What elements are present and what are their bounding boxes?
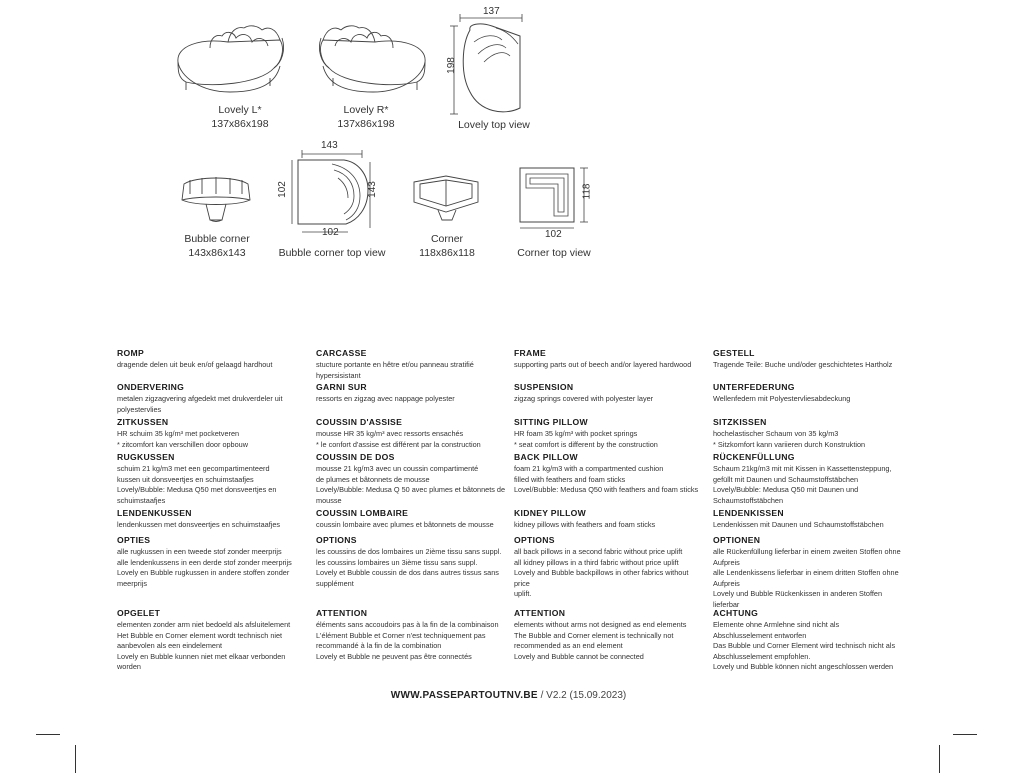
spec-section	[514, 608, 704, 662]
spec-line: polyestervlies	[117, 404, 162, 414]
crop-mark-right-v	[939, 745, 940, 773]
lovely-r-drawing	[313, 18, 433, 100]
spec-section	[514, 452, 704, 496]
spec-section	[117, 535, 307, 589]
spec-line: Lovely en Bubble kunnen niet met elkaar verbonden worden	[117, 651, 286, 671]
spec-line: coussin lombaire avec plumes et bâtonnets de mousse	[316, 520, 494, 529]
spec-heading: CARCASSE	[316, 348, 367, 358]
spec-line: all kidney pillows in a third fabric without price uplift	[514, 557, 679, 567]
spec-section	[117, 508, 307, 531]
spec-heading: SITTING PILLOW	[514, 417, 588, 427]
spec-line: Abschlusselement empfohlen.	[713, 651, 811, 661]
spec-section	[316, 382, 506, 405]
spec-line: lendenkussen met donsveertjes en schuimstaafjes	[117, 520, 281, 529]
spec-line: HR foam 35 kg/m³ with pocket springs	[514, 429, 638, 438]
spec-heading: SUSPENSION	[514, 382, 574, 392]
spec-line: all back pillows in a second fabric without price uplift	[514, 547, 683, 556]
spec-line: éléments sans accoudoirs pas à la fin de la combinaison	[316, 620, 499, 629]
spec-line: Lovely/Bubble: Medusa Q 50 avec plumes et bâtonnets de	[316, 485, 506, 494]
spec-heading: OPTIONS	[514, 535, 555, 545]
corner-drawing	[408, 172, 484, 228]
spec-section	[713, 348, 903, 371]
spec-section	[514, 508, 704, 531]
corner-top-height: 118	[581, 183, 593, 200]
corner-top-width: 102	[545, 229, 562, 240]
spec-heading: OPGELET	[117, 608, 161, 618]
spec-line: gefüllt mit Daunen und Schaumstoffstäbchen	[713, 474, 859, 484]
spec-line: stucture portante en hêtre et/ou panneau stratifié	[316, 360, 474, 369]
lovely-l-name: Lovely L*	[218, 104, 262, 116]
spec-section	[316, 608, 506, 662]
spec-heading: KIDNEY PILLOW	[514, 508, 587, 518]
spec-line: ressorts en zigzag avec nappage polyester	[316, 394, 455, 403]
footer-version: / V2.2 (15.09.2023)	[537, 690, 627, 701]
spec-heading: ONDERVERING	[117, 382, 185, 392]
spec-line: Lendenkissen mit Daunen und Schaumstoffstäbchen	[713, 520, 884, 529]
spec-line: alle rugkussen in een tweede stof zonder meerprijs	[117, 547, 282, 556]
spec-line: Das Bubble und Corner Element wird technisch nicht als	[713, 641, 896, 650]
lovely-r-name: Lovely R*	[343, 104, 389, 116]
spec-line: Lovely et Bubble ne peuvent pas être connectés	[316, 651, 472, 661]
spec-line: zigzag springs covered with polyester layer	[514, 394, 654, 403]
spec-line: Schaumstoffstäbchen	[713, 495, 784, 505]
spec-line: Het Bubble en Corner element wordt technisch niet	[117, 630, 283, 640]
spec-section	[117, 382, 307, 415]
spec-line: alle lendenkussens in een derde stof zonder meerprijs	[117, 557, 292, 567]
spec-section	[117, 348, 307, 371]
lovely-l-sketch	[170, 18, 290, 100]
spec-section	[713, 508, 903, 531]
crop-mark-right-h	[953, 734, 977, 735]
spec-line: Lovely/Bubble: Medusa Q50 mit Daunen und	[713, 485, 859, 494]
spec-heading: COUSSIN DE DOS	[316, 452, 395, 462]
spec-section	[316, 535, 506, 589]
spec-line: supplément	[316, 578, 354, 588]
lovely-r-sketch	[313, 18, 433, 100]
bubble-corner-name: Bubble corner	[184, 233, 250, 245]
spec-heading: LENDENKUSSEN	[117, 508, 192, 518]
spec-heading: FRAME	[514, 348, 547, 358]
spec-line: dragende delen uit beuk en/of gelaagd hardhout	[117, 360, 273, 369]
spec-line: Lovel/Bubble: Medusa Q50 with feathers and foam sticks	[514, 485, 699, 494]
spec-line: * seat comfort is different by the construction	[514, 439, 658, 449]
spec-line: HR schuim 35 kg/m³ met pocketveren	[117, 429, 240, 438]
spec-line: Elemente ohne Armlehne sind nicht als	[713, 620, 840, 629]
spec-heading: OPTIONEN	[713, 535, 761, 545]
spec-heading: ATTENTION	[514, 608, 566, 618]
spec-section	[117, 417, 307, 450]
spec-line: mousse 21 kg/m3 avec un coussin compartimenté	[316, 464, 479, 473]
spec-heading: SITZKISSEN	[713, 417, 767, 427]
corner-name: Corner	[430, 233, 464, 245]
spec-line: * zitcomfort kan verschillen door opbouw	[117, 439, 249, 449]
spec-section	[514, 382, 704, 405]
spec-section	[316, 508, 506, 531]
corner-top-view-name: Corner top view	[517, 247, 591, 259]
spec-line: Tragende Teile: Buche und/oder geschichtetes Hartholz	[713, 360, 893, 369]
spec-line: mousse HR 35 kg/m³ avec ressorts ensachés	[316, 429, 464, 438]
corner-size: 118x86x118	[419, 247, 475, 259]
spec-line: recommended as an end element	[514, 641, 623, 650]
spec-section	[514, 348, 704, 371]
spec-line: les coussins lombaires un 3ième tissu sans suppl.	[316, 557, 478, 567]
spec-section	[316, 417, 506, 450]
spec-line: L'élément Bubble et Corner n'est techniquement pas	[316, 630, 486, 640]
bubble-top-height-left: 102	[276, 181, 288, 198]
bubble-corner-size: 143x86x143	[188, 247, 246, 259]
spec-line: Schaum 21kg/m3 mit mit Kissen in Kassettensteppung,	[713, 464, 892, 473]
spec-heading: ROMP	[117, 348, 144, 358]
spec-line: Lovely und Bubble Rückenkissen in anderen Stoffen	[713, 589, 883, 598]
spec-heading: GESTELL	[713, 348, 755, 358]
spec-heading: COUSSIN LOMBAIRE	[316, 508, 409, 518]
spec-line: elements without arms not designed as end elements	[514, 620, 687, 629]
footer-website[interactable]: WWW.PASSEPARTOUTNV.BE	[390, 690, 538, 701]
spec-section	[514, 417, 704, 450]
spec-line: recommandé à la fin de la combination	[316, 641, 442, 650]
spec-line: kussen uit donsveertjes en schuimstaafjes	[117, 474, 254, 484]
spec-line: filled with feathers and foam sticks	[514, 474, 626, 484]
spec-line: schuimstaafjes	[117, 495, 166, 505]
spec-heading: GARNI SUR	[316, 382, 367, 392]
spec-heading: COUSSIN D'ASSISE	[316, 417, 403, 427]
spec-section	[316, 348, 506, 381]
spec-line: Lovely et Bubble coussin de dos dans autres tissus sans	[316, 568, 499, 577]
lovely-l-drawing	[170, 18, 290, 100]
spec-line: Wellenfedern mit Polyestervliesabdeckung	[713, 394, 851, 403]
spec-section	[713, 382, 903, 405]
spec-line: elementen zonder arm niet bedoeld als afsluitelement	[117, 620, 291, 629]
spec-line: les coussins de dos lombaires un 2ième tissu sans suppl.	[316, 547, 502, 556]
spec-line: mousse	[316, 495, 342, 505]
spec-line: hochelastischer Schaum von 35 kg/m3	[713, 429, 839, 438]
lovely-top-height: 198	[445, 57, 457, 74]
bubble-corner-drawing	[176, 170, 256, 228]
spec-line: de plumes et bâtonnets de mousse	[316, 474, 430, 484]
spec-line: metalen zigzagvering afgedekt met drukverdeler uit	[117, 394, 283, 403]
spec-line: Lovely and Bubble backpillows in other fabrics without price	[514, 568, 689, 588]
spec-heading: BACK PILLOW	[514, 452, 578, 462]
spec-line: Aufpreis	[713, 557, 740, 567]
spec-line: * le confort d'assise est différent par la construction	[316, 439, 481, 449]
lovely-top-view-name: Lovely top view	[458, 119, 530, 131]
spec-line: meerprijs	[117, 578, 148, 588]
spec-line: Lovely en Bubble rugkussen in andere stoffen zonder	[117, 568, 290, 577]
spec-heading: RUGKUSSEN	[117, 452, 175, 462]
bubble-top-width-bottom: 102	[322, 227, 339, 238]
spec-heading: ZITKUSSEN	[117, 417, 169, 427]
spec-line: schuim 21 kg/m3 met een gecompartimenteerd	[117, 464, 270, 473]
spec-line: supporting parts out of beech and/or layered hardwood	[514, 360, 692, 369]
spec-heading: ACHTUNG	[713, 608, 759, 618]
corner-sketch	[408, 172, 484, 228]
spec-line: alle Lendenkissens lieferbar in einem dritten Stoffen ohne	[713, 568, 899, 577]
bubble-corner-top-view-name: Bubble corner top view	[278, 247, 386, 259]
spec-line: The Bubble and Corner element is technically not	[514, 630, 674, 640]
spec-line: kidney pillows with feathers and foam sticks	[514, 520, 656, 529]
spec-line: Lovely/Bubble: Medusa Q50 met donsveertjes en	[117, 485, 277, 494]
crop-mark-left-h	[36, 734, 60, 735]
spec-section	[713, 608, 903, 673]
spec-line: hypersisistant	[316, 370, 361, 380]
spec-heading: ATTENTION	[316, 608, 368, 618]
spec-section	[713, 417, 903, 450]
spec-heading: OPTIONS	[316, 535, 357, 545]
spec-heading: LENDENKISSEN	[713, 508, 784, 518]
spec-heading: UNTERFEDERUNG	[713, 382, 795, 392]
spec-line: lieferbar	[713, 599, 740, 609]
spec-section	[713, 535, 903, 610]
lovely-l-size: 137x86x198	[211, 118, 269, 130]
spec-section	[117, 608, 307, 673]
bubble-corner-sketch	[176, 170, 256, 228]
lovely-top-width: 137	[483, 6, 500, 17]
spec-section	[316, 452, 506, 506]
lovely-r-size: 137x86x198	[337, 118, 395, 130]
footer	[0, 690, 1017, 701]
spec-line: Lovely und Bubble können nicht angeschlossen werden	[713, 662, 894, 671]
spec-heading: RÜCKENFÜLLUNG	[713, 452, 795, 462]
spec-line: aanbevolen als een eindelement	[117, 641, 223, 650]
spec-line: alle Rückenfüllung lieferbar in einem zweiten Stoffen ohne	[713, 547, 901, 556]
spec-line: * Sitzkomfort kann variieren durch Konstruktion	[713, 439, 866, 449]
spec-line: Aufpreis	[713, 578, 740, 588]
spec-heading: OPTIES	[117, 535, 151, 545]
bubble-top-height-right: 143	[366, 181, 378, 198]
spec-section	[514, 535, 704, 600]
spec-section	[713, 452, 903, 506]
crop-mark-left-v	[75, 745, 76, 773]
spec-line: foam 21 kg/m3 with a compartmented cushion	[514, 464, 664, 473]
spec-line: Abschlusselement entworfen	[713, 630, 807, 640]
bubble-top-width: 143	[321, 140, 338, 151]
spec-line: uplift.	[514, 589, 532, 598]
spec-line: Lovely and Bubble cannot be connected	[514, 651, 644, 661]
spec-section	[117, 452, 307, 506]
